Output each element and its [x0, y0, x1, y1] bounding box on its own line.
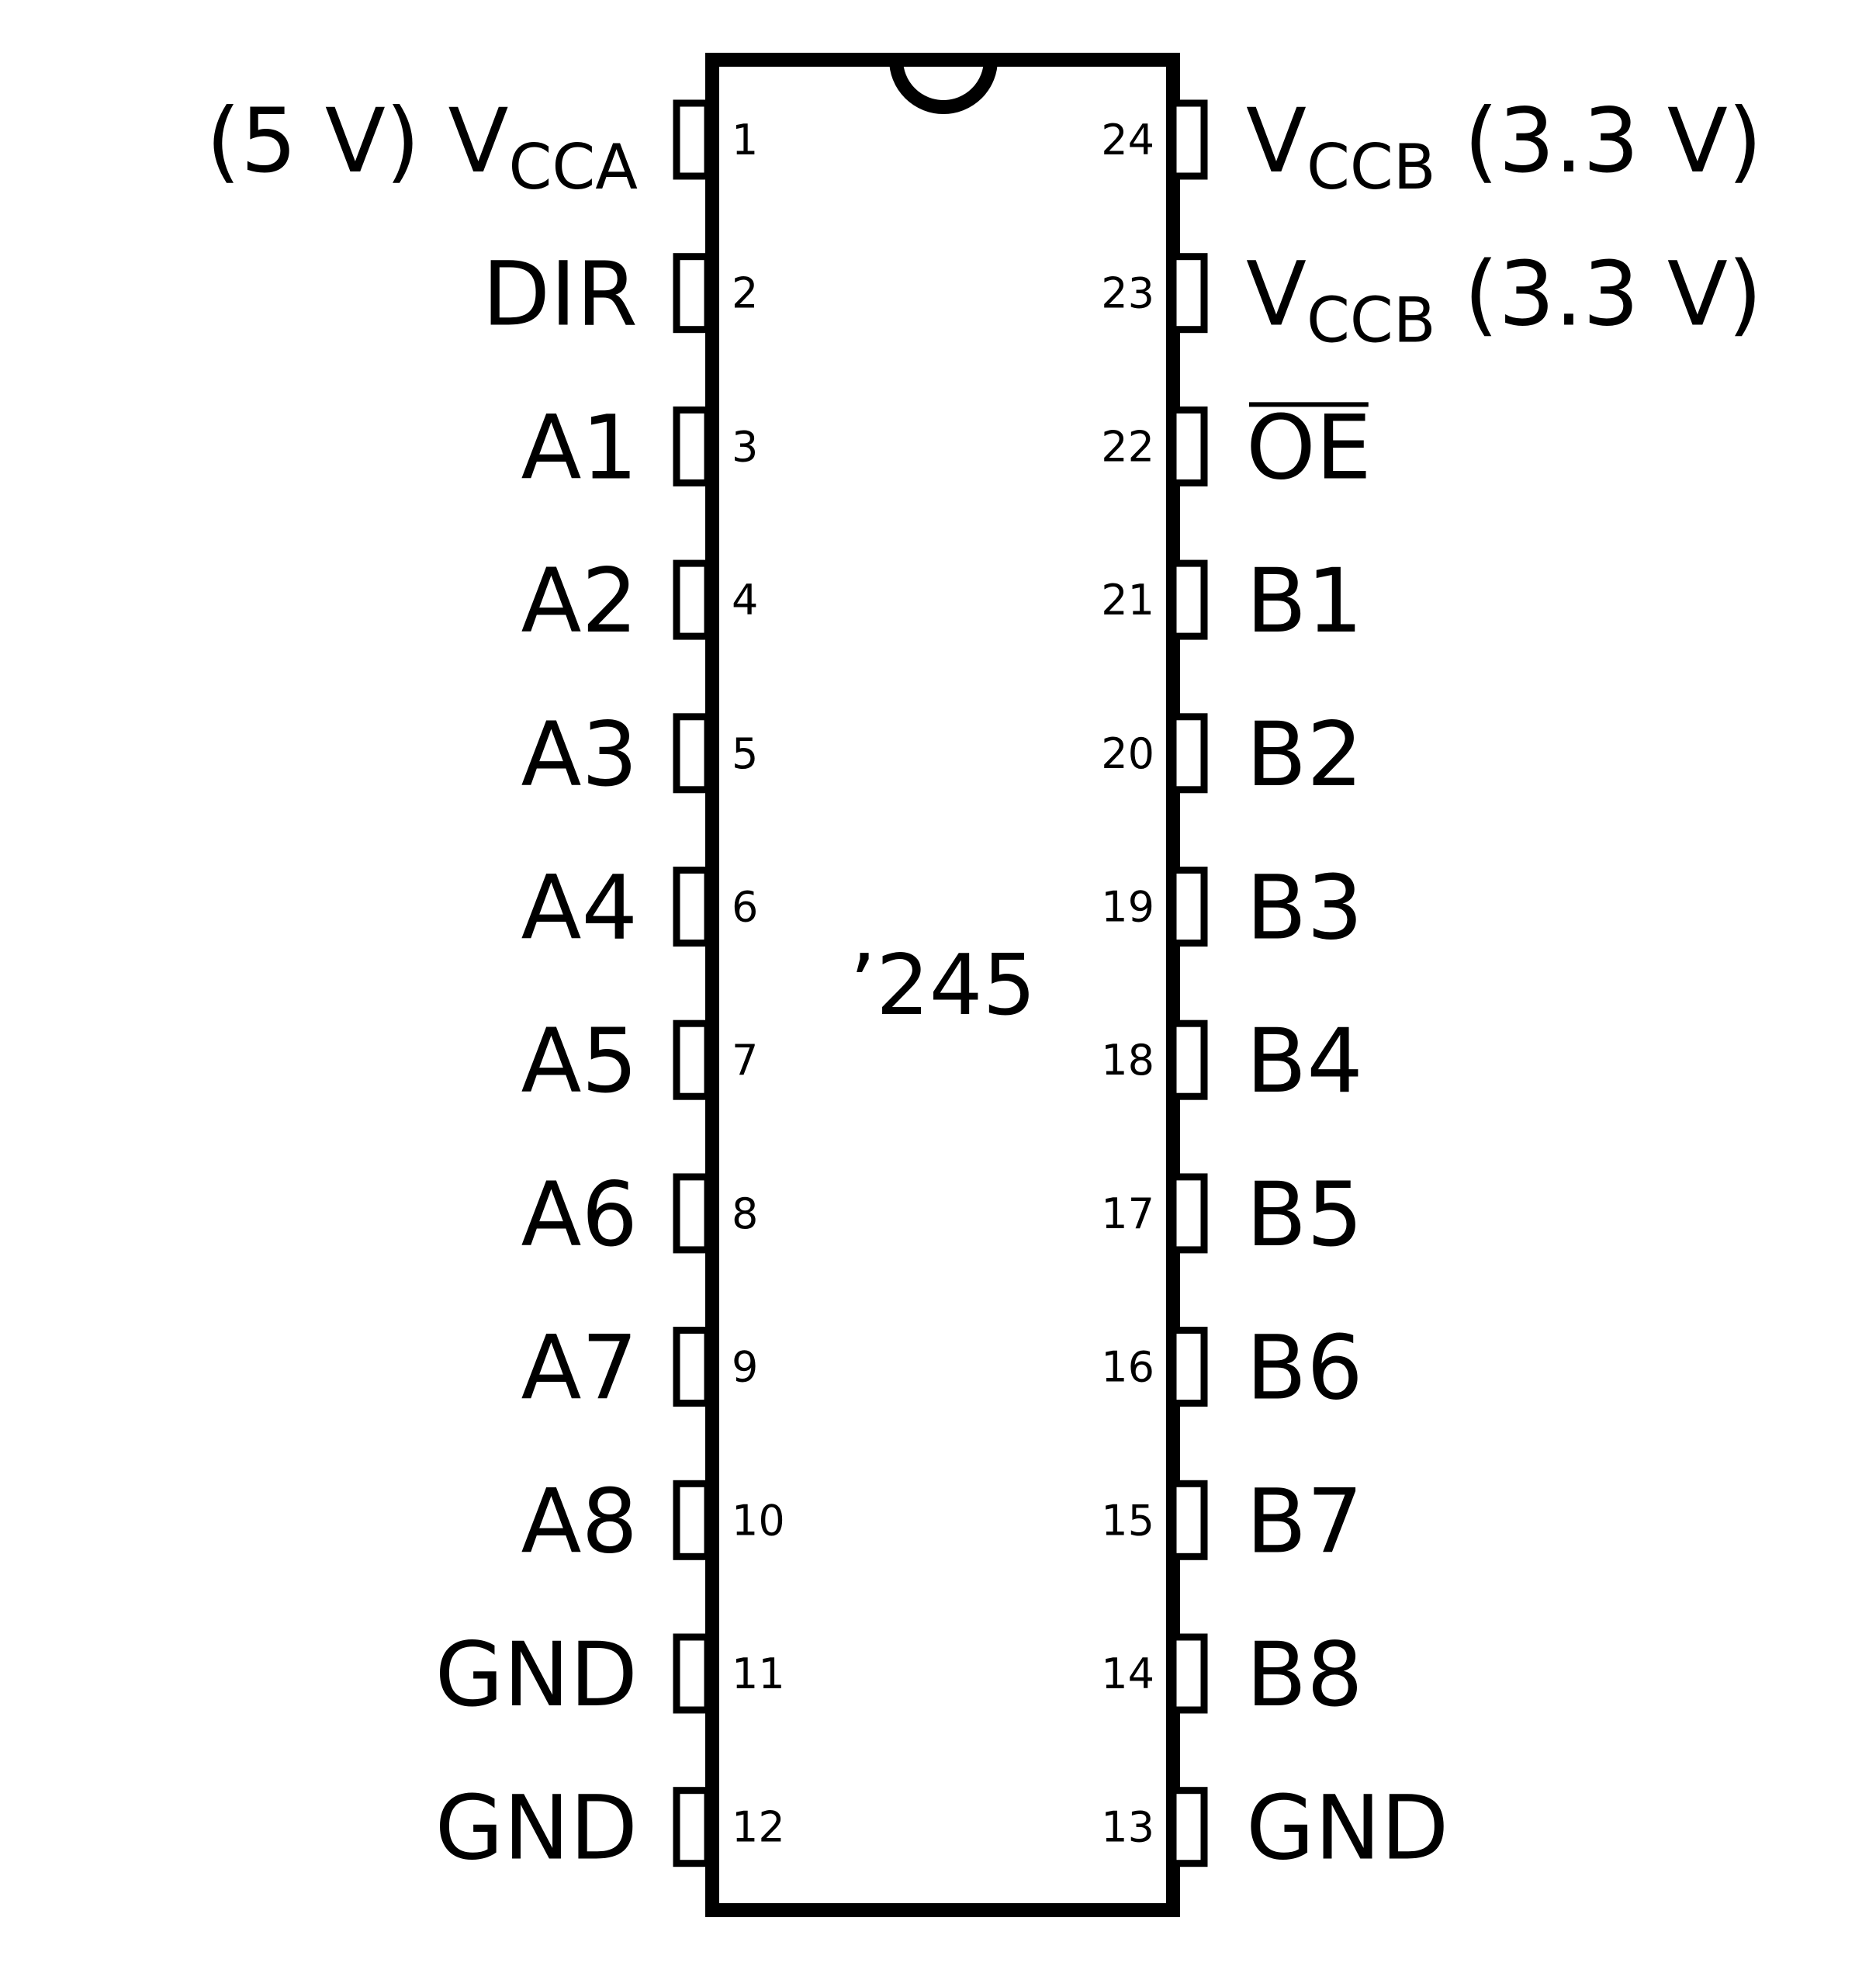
pin-name: A2 — [521, 549, 638, 653]
pin-number: 2 — [732, 268, 759, 318]
pin-lead — [677, 1791, 708, 1864]
pin-1 — [206, 89, 759, 203]
pin-name: GND — [434, 1623, 638, 1726]
pin-label-suffix: (3.3 V) — [1435, 89, 1763, 192]
pin-name: A3 — [521, 702, 638, 806]
pin-label — [435, 1777, 638, 1880]
pin-lead — [677, 257, 708, 330]
pin-name: B8 — [1246, 1623, 1363, 1726]
pin-lead — [1173, 1023, 1204, 1096]
pin-number: 22 — [1101, 422, 1154, 472]
chip-part-number: ’245 — [849, 937, 1037, 1034]
pin-label — [521, 1163, 638, 1266]
pin-name: B1 — [1246, 549, 1363, 653]
pin-name: A4 — [521, 856, 638, 960]
pin-label — [1246, 857, 1363, 960]
pin-name: A5 — [521, 1009, 638, 1113]
pin-number: 23 — [1101, 268, 1154, 318]
pin-label — [1246, 1163, 1363, 1266]
pin-number: 11 — [732, 1649, 785, 1698]
pin-number: 8 — [732, 1189, 759, 1238]
pin-name: A1 — [521, 396, 638, 500]
pin-label — [1246, 1777, 1449, 1880]
pin-number: 14 — [1101, 1649, 1154, 1698]
pin-lead — [677, 717, 708, 790]
pin-lead — [1173, 871, 1204, 943]
pin-lead — [1173, 1791, 1204, 1864]
pin-lead — [677, 1023, 708, 1096]
pin-lead — [677, 1177, 708, 1250]
pin-number: 7 — [732, 1036, 759, 1085]
pin-name: B6 — [1246, 1316, 1363, 1420]
pin-name: A8 — [521, 1469, 638, 1573]
pin-label — [1246, 1009, 1363, 1113]
pin-name: A7 — [521, 1316, 638, 1420]
pin-number: 1 — [732, 116, 759, 164]
pin-label-suffix: (3.3 V) — [1435, 242, 1763, 346]
pin-label — [521, 857, 638, 960]
pin-name-subscript: CCB — [1307, 284, 1436, 357]
ic-body — [712, 60, 1173, 1910]
pin-lead — [1173, 563, 1204, 636]
pin-number: 9 — [732, 1342, 759, 1392]
pin-lead — [677, 103, 708, 176]
pin-label — [521, 1317, 638, 1420]
pin-name: B5 — [1246, 1162, 1363, 1266]
pin-label — [521, 1469, 638, 1573]
pin-name: B4 — [1246, 1009, 1363, 1113]
pin-label-prefix: (5 V) — [206, 89, 448, 192]
pin-24 — [1101, 89, 1762, 203]
pin-number: 24 — [1101, 116, 1154, 164]
pin-lead — [677, 1331, 708, 1404]
pin-label — [482, 243, 638, 346]
pin-name: DIR — [482, 242, 638, 346]
pin-name-subscript: CCB — [1307, 131, 1436, 203]
pin-number: 17 — [1101, 1189, 1154, 1238]
pin-lead — [1173, 1177, 1204, 1250]
pin-label — [1246, 89, 1762, 203]
pin-number: 19 — [1101, 882, 1154, 932]
pin-number: 21 — [1101, 576, 1154, 625]
pin-name: GND — [434, 1776, 638, 1880]
pin-label — [1246, 549, 1363, 652]
pin-label — [521, 1009, 638, 1113]
pin-lead — [1173, 1331, 1204, 1404]
pin-name: OE — [1246, 396, 1372, 500]
pin-number: 5 — [732, 729, 759, 778]
pin-number: 3 — [732, 422, 759, 472]
pin-number: 15 — [1101, 1496, 1154, 1546]
pin-name: V — [448, 89, 509, 192]
pin-number: 16 — [1101, 1342, 1154, 1392]
pin-number: 13 — [1101, 1802, 1154, 1852]
pin-name: GND — [1246, 1776, 1449, 1880]
pin-23 — [1101, 243, 1762, 357]
pin-label — [521, 703, 638, 806]
pin-name: V — [1246, 89, 1307, 192]
pin-label — [1246, 1623, 1363, 1726]
pin-lead — [677, 871, 708, 943]
pin-lead — [677, 410, 708, 483]
pin-lead — [1173, 1483, 1204, 1556]
pin-lead — [677, 1637, 708, 1710]
pin-number: 20 — [1101, 729, 1154, 778]
pin-label — [521, 396, 638, 499]
pin-label — [1246, 396, 1372, 499]
pin-name: B2 — [1246, 702, 1363, 806]
pin-lead — [1173, 103, 1204, 176]
pin-lead — [1173, 257, 1204, 330]
pin-name: B3 — [1246, 856, 1363, 960]
pin-label — [1246, 1469, 1363, 1573]
pin-lead — [1173, 717, 1204, 790]
pin-lead — [1173, 1637, 1204, 1710]
pin-name-subscript: CCA — [508, 131, 638, 203]
pin-lead — [677, 1483, 708, 1556]
pin-name: V — [1246, 242, 1307, 346]
left-pin-column — [206, 89, 785, 1880]
pin-number: 18 — [1101, 1036, 1154, 1085]
pin-label — [435, 1623, 638, 1726]
pin-name: B7 — [1246, 1469, 1363, 1573]
right-pin-column — [1101, 89, 1762, 1880]
pin-label — [521, 549, 638, 652]
pin-label — [1246, 1317, 1363, 1420]
pin-lead — [677, 563, 708, 636]
pin-label — [206, 89, 639, 203]
pin-label — [1246, 703, 1363, 806]
pin-label — [1246, 243, 1762, 357]
pin-number: 12 — [732, 1802, 785, 1852]
pin-number: 10 — [732, 1496, 785, 1546]
pin-name: A6 — [521, 1162, 638, 1266]
pin-lead — [1173, 410, 1204, 483]
pin-number: 4 — [732, 576, 759, 625]
pin-number: 6 — [732, 882, 759, 932]
